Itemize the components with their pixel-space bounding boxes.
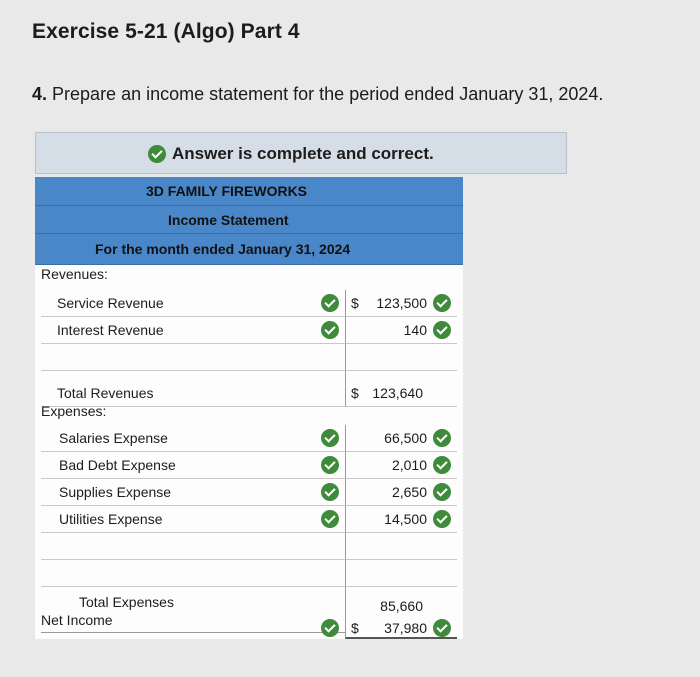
dollar-sign: $	[351, 620, 359, 636]
expense-line-label[interactable]: Utilities Expense	[41, 506, 345, 533]
net-income-cell[interactable]	[345, 617, 457, 639]
check-circle-icon	[321, 619, 339, 637]
table-row	[35, 452, 463, 479]
table-row	[35, 317, 463, 344]
total-revenues-label[interactable]: Total Revenues	[41, 371, 345, 407]
expense-line-label[interactable]: Supplies Expense	[41, 479, 345, 506]
expense-amount: 2,010	[391, 457, 427, 473]
check-circle-icon	[433, 510, 451, 528]
check-circle-icon	[321, 321, 339, 339]
check-circle-icon	[433, 456, 451, 474]
expense-amount-cell[interactable]	[345, 479, 457, 506]
question-prompt	[32, 84, 603, 105]
blank-label-cell[interactable]	[41, 344, 345, 371]
statement-title-row	[35, 206, 463, 234]
total-expenses-amount: 85,660	[380, 598, 423, 614]
table-row	[35, 290, 463, 317]
check-circle-icon	[433, 619, 451, 637]
check-circle-icon	[321, 483, 339, 501]
table-row	[35, 344, 463, 371]
blank-amount-cell[interactable]	[345, 344, 457, 371]
statement-company: 3D FAMILY FIREWORKS	[146, 183, 308, 199]
table-row	[35, 607, 463, 639]
revenues-label: Revenues:	[41, 266, 108, 282]
blank-amount-cell[interactable]	[345, 533, 457, 560]
statement-period: For the month ended January 31, 2024	[95, 241, 351, 257]
revenue-line-label[interactable]: Service Revenue	[41, 290, 345, 317]
page-title: Exercise 5-21 (Algo) Part 4	[32, 20, 300, 43]
question-text: Prepare an income statement for the period ended January 31, 2024.	[52, 84, 604, 104]
net-income-label[interactable]: Net Income	[41, 607, 345, 633]
expenses-label: Expenses:	[41, 403, 107, 419]
question-number: 4.	[32, 84, 48, 104]
expense-amount: 14,500	[384, 511, 427, 527]
table-row	[35, 560, 463, 587]
revenue-amount: 123,500	[376, 295, 427, 311]
blank-label-cell[interactable]	[41, 533, 345, 560]
check-circle-icon	[148, 145, 166, 163]
table-row	[35, 506, 463, 533]
total-revenues-cell[interactable]	[345, 371, 457, 407]
income-statement	[35, 177, 463, 639]
check-circle-icon	[433, 429, 451, 447]
expense-amount-cell[interactable]	[345, 425, 457, 452]
check-circle-icon	[321, 429, 339, 447]
blank-label-cell[interactable]	[41, 560, 345, 587]
answer-status-banner	[35, 132, 567, 174]
dollar-sign: $	[351, 295, 359, 311]
check-circle-icon	[433, 483, 451, 501]
check-circle-icon	[433, 294, 451, 312]
total-expenses-label[interactable]: Total Expenses	[79, 594, 174, 610]
check-circle-icon	[321, 456, 339, 474]
expense-line-label[interactable]: Salaries Expense	[41, 425, 345, 452]
expense-line-label[interactable]: Bad Debt Expense	[41, 452, 345, 479]
revenue-line-label[interactable]: Interest Revenue	[41, 317, 345, 344]
revenue-amount-cell[interactable]	[345, 290, 457, 317]
net-income-amount: 37,980	[384, 620, 427, 636]
statement-company-row	[35, 177, 463, 206]
check-circle-icon	[321, 510, 339, 528]
check-circle-icon	[433, 321, 451, 339]
dollar-sign: $	[351, 385, 359, 401]
revenue-amount: 140	[403, 322, 427, 338]
expense-amount: 2,650	[391, 484, 427, 500]
total-revenues-amount: 123,640	[372, 385, 423, 401]
table-row	[35, 425, 463, 452]
expense-amount: 66,500	[384, 430, 427, 446]
revenue-amount-cell[interactable]	[345, 317, 457, 344]
statement-title: Income Statement	[168, 212, 289, 228]
blank-amount-cell[interactable]	[345, 560, 457, 587]
expense-amount-cell[interactable]	[345, 452, 457, 479]
check-circle-icon	[321, 294, 339, 312]
expense-amount-cell[interactable]	[345, 506, 457, 533]
table-row	[35, 479, 463, 506]
answer-status-text: Answer is complete and correct.	[172, 144, 434, 163]
table-row	[35, 533, 463, 560]
